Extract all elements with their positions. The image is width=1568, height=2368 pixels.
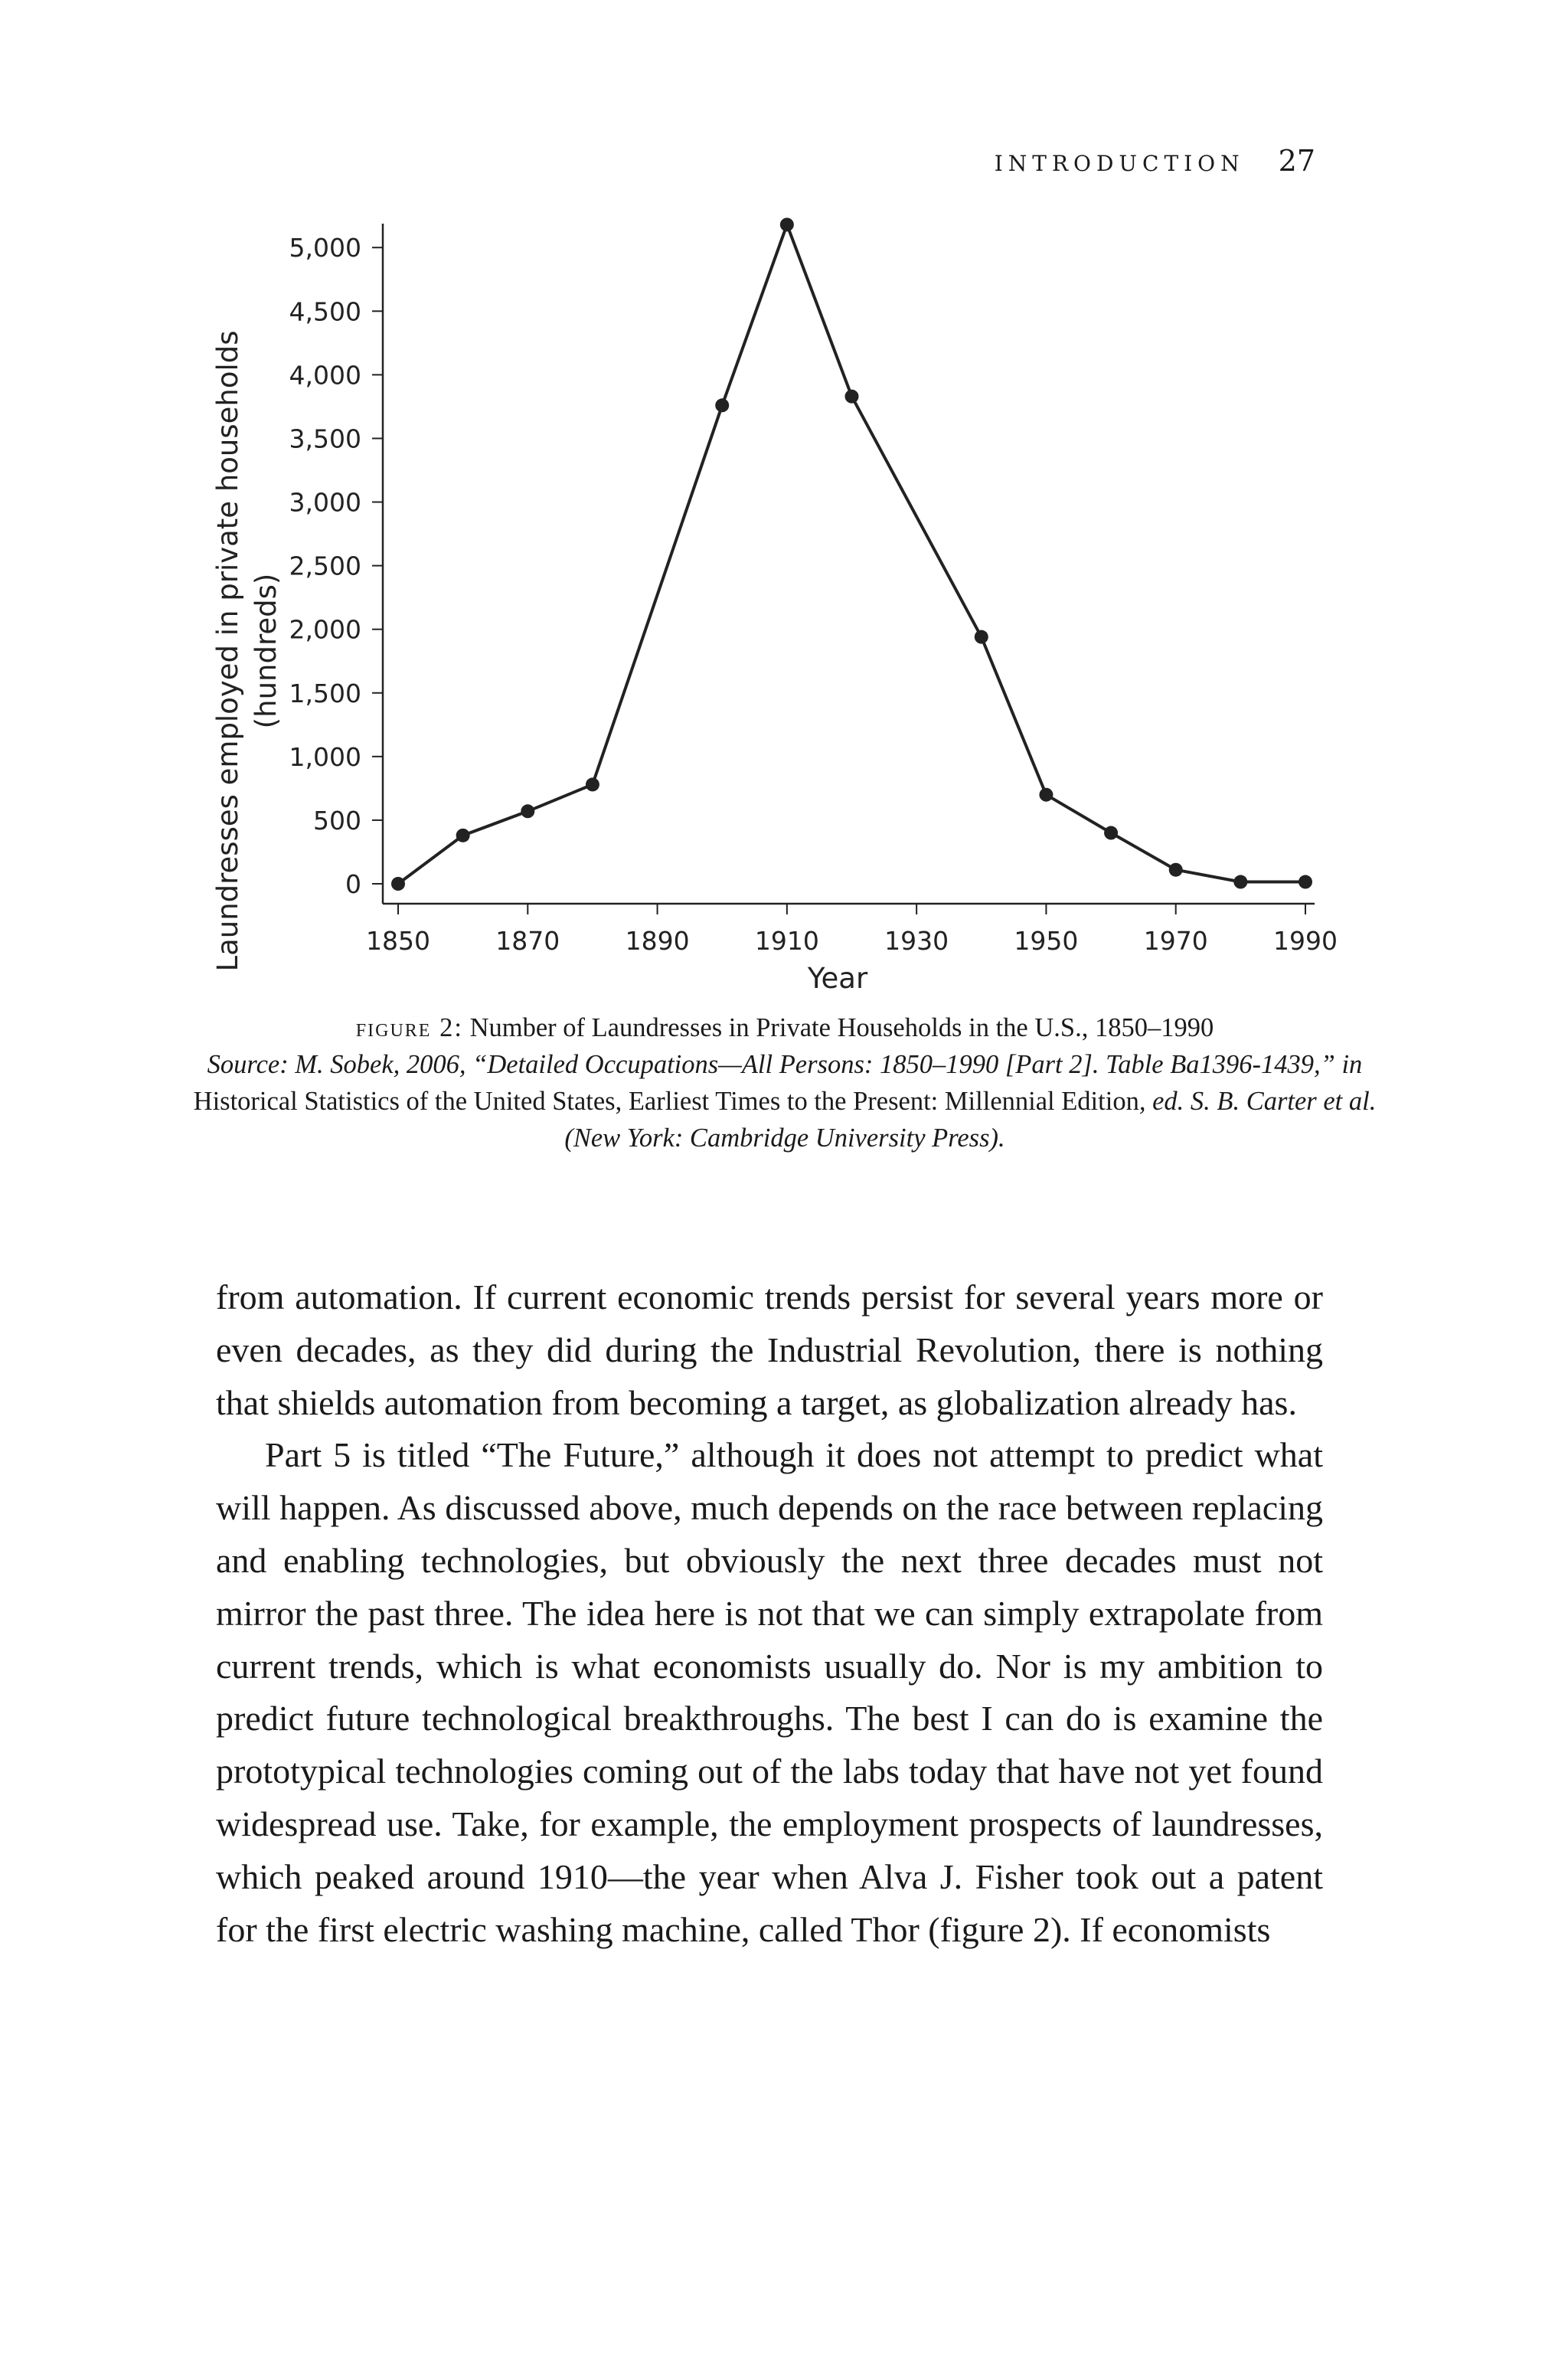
data-point — [715, 398, 729, 412]
page-number: 27 — [1278, 144, 1315, 178]
y-tick-label: 3,000 — [289, 487, 361, 518]
y-tick-label: 1,000 — [289, 741, 361, 772]
y-tick-label: 5,000 — [289, 233, 361, 263]
y-tick-label: 2,000 — [289, 614, 361, 645]
data-point — [391, 877, 405, 891]
x-tick-label: 1990 — [1273, 926, 1338, 956]
y-tick-label: 500 — [313, 805, 361, 836]
caption-title-line — [184, 1009, 1386, 1046]
caption-source — [184, 1046, 1386, 1156]
chart-marks — [391, 218, 1312, 891]
x-tick-label: 1850 — [366, 926, 430, 956]
body-text — [216, 1271, 1323, 1956]
caption-source-c: , ed. S. B. Carter et al. (New York: Cambridge University Press). — [564, 1087, 1377, 1153]
x-tick-label: 1950 — [1014, 926, 1079, 956]
x-tick-label: 1930 — [884, 926, 949, 956]
caption-source-a: Source: M. Sobek, 2006, “Detailed Occupations—All Persons: 1850–1990 [Part 2]. Table Ba1396-1439,” in — [207, 1050, 1363, 1079]
paragraph: Part 5 is titled “The Future,” although it does not attempt to predict what will happen. As discussed above, much depends on the race between replacing and enabling technologies, but obviously the next three decades must not mirror the past three. The idea here is not that we can simply extrapolate from current trends, which is what economists usually do. Nor is my ambition to predict future technological breakthroughs. The best I can do is examine the prototypical technologies coming out of the labs today that have not yet found widespread use. Take, for example, the employment prospects of laundresses, which peaked around 1910—the year when Alva J. Fisher took out a patent for the first electric washing machine, called Thor (figure 2). If economists — [216, 1435, 1323, 1949]
y-tick-label: 3,500 — [289, 424, 361, 454]
x-axis-label: Year — [807, 962, 868, 995]
data-point — [780, 218, 794, 231]
x-tick-label: 1870 — [495, 926, 560, 956]
data-point — [1104, 826, 1118, 840]
data-point — [1169, 863, 1183, 877]
x-tick-label: 1910 — [754, 926, 819, 956]
laundresses-line-chart — [207, 222, 1338, 1003]
data-point — [456, 829, 470, 842]
data-point — [845, 390, 859, 404]
x-tick-label: 1890 — [625, 926, 690, 956]
figure-caption — [184, 1009, 1386, 1156]
data-point — [586, 777, 599, 791]
y-tick-label: 0 — [345, 869, 361, 899]
running-title: INTRODUCTION — [994, 151, 1245, 176]
caption-title: Number of Laundresses in Private Households in the U.S., 1850–1990 — [469, 1013, 1214, 1042]
y-axis-label-units: (hundreds) — [250, 573, 283, 729]
series-line — [398, 224, 1305, 884]
data-point — [521, 804, 534, 818]
caption-label: figure 2: — [355, 1013, 463, 1042]
data-point — [1039, 788, 1053, 802]
y-tick-label: 2,500 — [289, 551, 361, 581]
running-head — [995, 144, 1315, 178]
y-axis-label: Laundresses employed in private households — [211, 330, 244, 972]
y-tick-label: 4,500 — [289, 296, 361, 327]
paragraph: from automation. If current economic trends persist for several years more or even decades, as they did during the Industrial Revolution, there is nothing that shields automation from becoming a target, as globalization already has. — [216, 1277, 1323, 1422]
x-tick-label: 1970 — [1143, 926, 1208, 956]
data-point — [1298, 875, 1312, 889]
y-tick-label: 4,000 — [289, 360, 361, 391]
caption-source-b: Historical Statistics of the United States, Earliest Times to the Present: Millennial Edition — [193, 1087, 1139, 1116]
data-point — [975, 630, 988, 644]
y-tick-label: 1,500 — [289, 678, 361, 708]
data-point — [1233, 875, 1247, 889]
